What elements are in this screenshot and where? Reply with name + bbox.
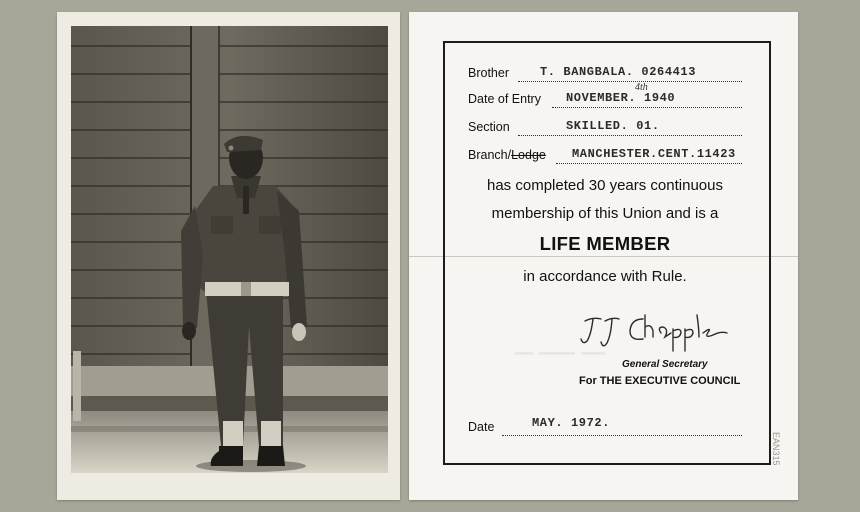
branch-value: MANCHESTER.CENT.11423 [572, 147, 736, 161]
brother-value: T. BANGBALA. 0264413 [540, 65, 697, 79]
ghost-impression: ▬▬▬ ▬▬▬▬▬▬ ▬▬▬▬ [515, 348, 606, 359]
executive-council-caption: For THE EXECUTIVE COUNCIL [579, 375, 741, 387]
date-of-entry-field [468, 82, 742, 108]
issue-date-value: MAY. 1972. [532, 416, 611, 430]
general-secretary-caption: General Secretary [622, 359, 708, 370]
body-line-2: membership of this Union and is a [491, 205, 719, 222]
branch-field [468, 144, 742, 164]
date-of-entry-value: NOVEMBER. 1940 [566, 91, 676, 105]
issue-date-field [468, 416, 742, 436]
brother-label: Brother [468, 66, 509, 80]
date-of-entry-dotted-line [552, 106, 742, 108]
date-of-entry-ordinal: 4th [635, 82, 648, 93]
photograph [57, 12, 400, 500]
brother-dotted-line [518, 80, 742, 82]
lodge-label-struck: Lodge [511, 148, 546, 162]
section-value: SKILLED. 01. [566, 119, 660, 133]
archive-reference: EAN315 [771, 432, 781, 466]
section-field [468, 116, 742, 136]
branch-label-text: Branch/ [468, 148, 512, 162]
body-line-3: in accordance with Rule. [523, 268, 687, 285]
soldier-portrait-image [71, 26, 388, 473]
membership-card [409, 12, 798, 500]
life-member-title: LIFE MEMBER [539, 233, 671, 254]
issue-date-dotted-line [502, 434, 742, 436]
issue-date-label: Date [468, 420, 495, 434]
brother-field [468, 62, 742, 82]
body-line-1: has completed 30 years continuous [487, 177, 723, 194]
branch-dotted-line [556, 162, 742, 164]
general-secretary-signature [575, 309, 735, 359]
section-dotted-line [518, 134, 742, 136]
date-of-entry-label: Date of Entry [468, 92, 541, 106]
section-label: Section [468, 120, 510, 134]
branch-label [468, 148, 546, 162]
